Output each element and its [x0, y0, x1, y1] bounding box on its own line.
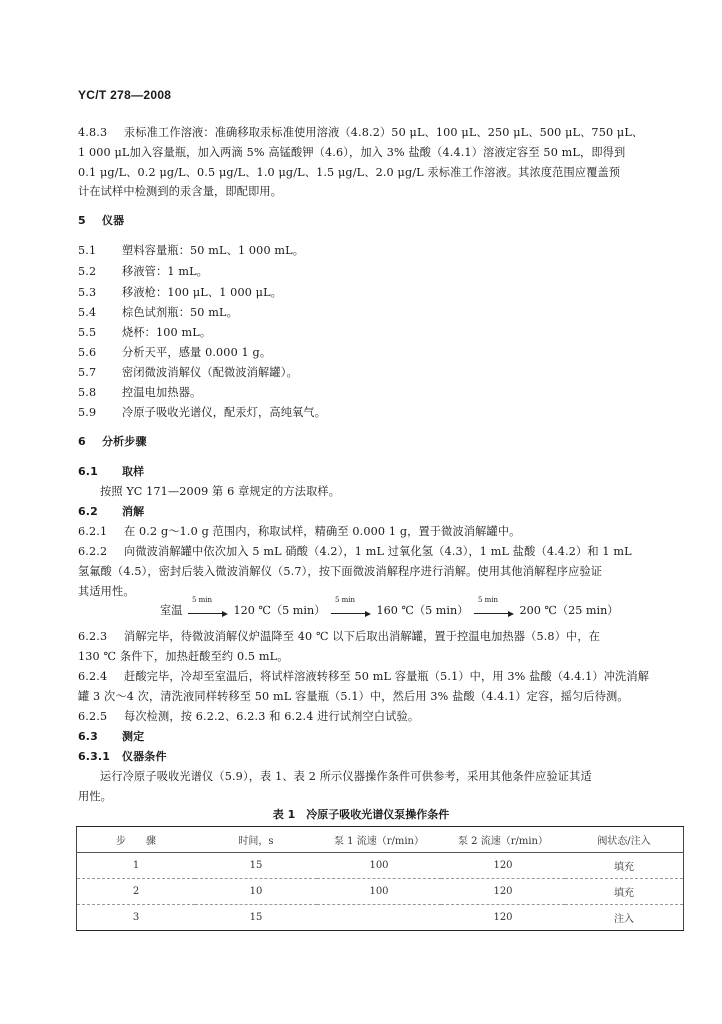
para-6-2-2: 6.2.2 向微波消解罐中依次加入 5 mL 硝酸（4.2），1 mL 过氧化氢（4.3），1 mL 盐酸（4.4.2）和 1 mL	[78, 545, 632, 558]
arrow-3: 5 min	[474, 604, 514, 618]
cell-pump2: 120	[493, 912, 513, 923]
section-6-heading: 6 分析步骤	[78, 435, 147, 448]
text-line: 运行冷原子吸收光谱仪（5.9），表 1、表 2 所示仪器操作条件可供参考，采用其他条件应验证其适	[100, 770, 592, 783]
para-6-2-1: 6.2.1 在 0.2 g～1.0 g 范围内，称取试样，精确至 0.000 1 g，置于微波消解罐中。	[78, 525, 521, 538]
section-5-heading: 5 仪器	[78, 214, 125, 227]
item-5-8: 5.8 控温电加热器。	[78, 386, 202, 399]
cell-pump2: 120	[493, 886, 513, 897]
program-step-1: 120 ℃（5 min）	[233, 604, 326, 617]
para-6-2-4: 6.2.4 赶酸完毕，冷却至室温后，将试样溶液转移至 50 mL 容量瓶（5.1）中，用 3% 盐酸（4.4.1）冲洗消解	[78, 670, 650, 683]
table-header-row	[77, 827, 684, 853]
text-line: 计在试样中检测到的汞含量，即配即用。	[78, 185, 283, 198]
cell-pump1: 100	[369, 860, 389, 871]
cell-valve: 填充	[614, 862, 634, 873]
cell-time: 10	[249, 886, 263, 897]
text-line: 用性。	[78, 790, 113, 803]
col-header-time: 时间，s	[238, 836, 274, 847]
text-line: 130 ℃ 条件下，加热赶酸至约 0.5 mL。	[78, 650, 289, 663]
pump-conditions-table	[76, 826, 684, 931]
item-5-7: 5.7 密闭微波消解仪（配微波消解罐）。	[78, 366, 298, 379]
table-row	[77, 905, 684, 931]
arrow-1: 5 min	[188, 604, 228, 618]
col-header-valve: 阀状态/注入	[597, 836, 651, 847]
program-step-2: 160 ℃（5 min）	[376, 604, 469, 617]
cell-pump2: 120	[493, 860, 513, 871]
item-5-2: 5.2 移液管：1 mL。	[78, 265, 208, 278]
text-line: 氢氟酸（4.5），密封后装入微波消解仪（5.7），按下面微波消解程序进行消解。使用其他消解程序应验证	[78, 565, 603, 578]
cell-valve: 注入	[614, 914, 634, 925]
cell-valve: 填充	[614, 888, 634, 899]
para-6-2-3: 6.2.3 消解完毕，待微波消解仪炉温降至 40 ℃ 以下后取出消解罐，置于控温电加热器（5.8）中，在	[78, 630, 601, 643]
item-5-6: 5.6 分析天平，感量 0.000 1 g。	[78, 346, 272, 359]
col-header-step: 步 骤	[116, 836, 156, 847]
arrow-2: 5 min	[331, 604, 371, 618]
cell-step: 2	[132, 886, 140, 897]
item-5-9: 5.9 冷原子吸收光谱仪，配汞灯，高纯氧气。	[78, 406, 327, 419]
program-start: 室温	[160, 604, 183, 617]
cell-pump1: 100	[369, 886, 389, 897]
cell-step: 1	[132, 860, 140, 871]
item-5-5: 5.5 烧杯：100 mL。	[78, 326, 212, 339]
col-header-pump2: 泵 2 流速（r/min）	[458, 836, 548, 847]
table-row	[77, 853, 684, 879]
cell-pump1	[317, 905, 441, 931]
section-6-3-heading: 6.3 测定	[78, 730, 145, 743]
para-6-2-5: 6.2.5 每次检测，按 6.2.2、6.2.3 和 6.2.4 进行试剂空白试验。	[78, 710, 420, 723]
cell-step: 3	[132, 912, 140, 923]
document-header: YC/T 278—2008	[78, 88, 172, 102]
text-line: 其适用性。	[78, 585, 135, 598]
text-line: 0.1 μg/L、0.2 μg/L、0.5 μg/L、1.0 μg/L、1.5 μg/L、2.0 μg/L 汞标准工作溶液。其浓度范围应覆盖预	[78, 166, 621, 179]
cell-time: 15	[249, 912, 263, 923]
text-line: 罐 3 次～4 次，清洗液同样转移至 50 mL 容量瓶（5.1）中，然后用 3% 盐酸（4.4.1）定容，摇匀后待测。	[78, 690, 629, 703]
program-step-3: 200 ℃（25 min）	[519, 604, 619, 617]
para-4-8-3: 4.8.3 汞标准工作溶液：准确移取汞标准使用溶液（4.8.2）50 μL、100 μL、250 μL、500 μL、750 μL、	[78, 126, 644, 139]
digestion-program	[160, 596, 619, 618]
section-6-1-heading: 6.1 取样	[78, 465, 145, 478]
col-header-pump1: 泵 1 流速（r/min）	[334, 836, 424, 847]
table-row	[77, 879, 684, 905]
section-6-2-heading: 6.2 消解	[78, 505, 145, 518]
table-caption: 表 1 冷原子吸收光谱仪泵操作条件	[272, 808, 450, 821]
text-line: 按照 YC 171—2009 第 6 章规定的方法取样。	[100, 485, 341, 498]
item-5-1: 5.1 塑料容量瓶：50 mL、1 000 mL。	[78, 244, 305, 257]
item-5-3: 5.3 移液枪：100 μL、1 000 μL。	[78, 286, 283, 299]
text-line: 1 000 μL加入容量瓶，加入两滴 5% 高锰酸钾（4.6），加入 3% 盐酸（4.4.1）溶液定容至 50 mL，即得到	[78, 146, 626, 159]
section-6-3-1-heading: 6.3.1 仪器条件	[78, 750, 167, 763]
cell-time: 15	[249, 860, 263, 871]
item-5-4: 5.4 棕色试剂瓶：50 mL。	[78, 306, 238, 319]
